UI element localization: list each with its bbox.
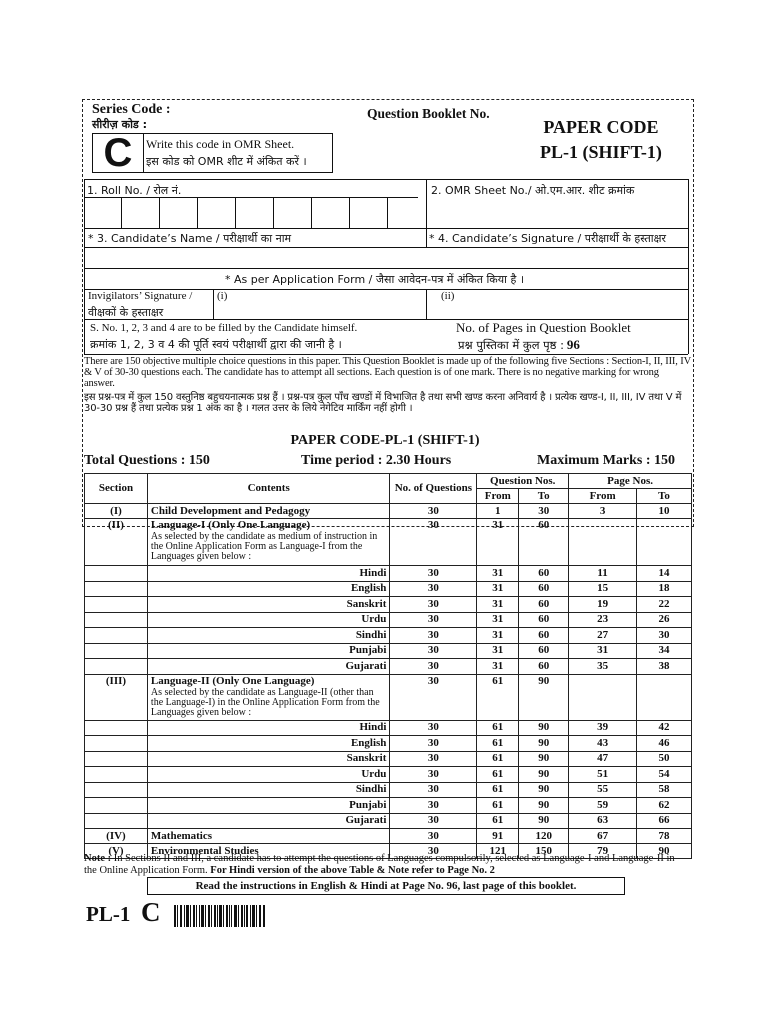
invigilator-label: Invigilators’ Signature / xyxy=(88,290,193,302)
info-english: There are 150 objective multiple choice questions in this paper. This Question Booklet is made up of the following five Sections : Section-I, II, III, IV & V of 30-30 questions each. The candidate has to attempt all sections. Each question is of one mark. There is no negative marking for wrong answer. xyxy=(84,356,691,389)
read-instructions-box: Read the instructions in English & Hindi at Page No. 96, last page of this booklet. xyxy=(147,877,625,895)
table-row: Gujarati 30 61 90 63 66 xyxy=(85,813,692,829)
form-line xyxy=(84,179,688,180)
header-qto: To xyxy=(519,489,569,504)
header-pto: To xyxy=(637,489,692,504)
form-line xyxy=(84,179,85,354)
table-row: Sindhi 30 31 60 27 30 xyxy=(85,628,692,644)
table-row: Sanskrit 30 61 90 47 50 xyxy=(85,751,692,767)
form-line xyxy=(213,289,214,319)
omr-sheet-no-label: 2. OMR Sheet No./ ओ.एम.आर. शीट क्रमांक xyxy=(431,184,635,197)
total-questions: Total Questions : 150 xyxy=(84,453,210,468)
roll-box-divider xyxy=(121,197,122,228)
table-row: English 30 31 60 15 18 xyxy=(85,581,692,597)
series-code-box: C xyxy=(92,133,144,173)
form-line xyxy=(426,289,427,319)
footer-series-code: C xyxy=(141,897,161,927)
roll-box-divider xyxy=(159,197,160,228)
table-row: Urdu 30 61 90 51 54 xyxy=(85,767,692,783)
header-qfrom: From xyxy=(477,489,519,504)
form-line xyxy=(84,228,688,229)
roll-box-divider xyxy=(387,197,388,228)
table-row: (IV) Mathematics 30 91 120 67 78 xyxy=(85,829,692,844)
header-no-of-questions: No. of Questions xyxy=(390,474,477,504)
table-row: Punjabi 30 61 90 59 62 xyxy=(85,798,692,814)
series-code-label-hindi: सीरीज़ कोड : xyxy=(92,118,148,131)
candidate-signature-label: * 4. Candidate’s Signature / परीक्षार्थी के हस्ताक्षर xyxy=(429,232,666,245)
pages-value: 96 xyxy=(566,337,580,352)
table-row: English 30 61 90 43 46 xyxy=(85,736,692,752)
invigilator-label-hindi: वीक्षकों के हस्ताक्षर xyxy=(88,306,164,319)
candidate-name-label: * 3. Candidate’s Name / परीक्षार्थी का नाम xyxy=(88,232,292,245)
paper-code-title: PAPER CODE-PL-1 (SHIFT-1) xyxy=(290,433,480,448)
table-row: Urdu 30 31 60 23 26 xyxy=(85,612,692,628)
header-question-nos: Question Nos. xyxy=(477,474,569,489)
instructions-summary xyxy=(84,356,692,417)
question-booklet-no-label: Question Booklet No. xyxy=(367,106,490,121)
fill-note-hindi: क्रमांक 1, 2, 3 व 4 की पूर्ति स्वयं परीक्षार्थी द्वारा की जानी है । xyxy=(90,338,342,351)
table-row: Sindhi 30 61 90 55 58 xyxy=(85,782,692,798)
roll-box-divider xyxy=(235,197,236,228)
invigilator-i: (i) xyxy=(217,290,228,302)
table-row: (V) Environmental Studies 30 121 150 79 90 xyxy=(85,844,692,859)
sections-note xyxy=(84,853,690,877)
form-line xyxy=(84,268,688,269)
paper-code-line2: PL-1 (SHIFT-1) xyxy=(540,142,662,162)
invigilator-ii: (ii) xyxy=(441,290,455,302)
note-label: Note : xyxy=(84,853,112,864)
note-text: In Sections II and III, a candidate has to attempt the questions of Languages compulsorily, selected as Language-I and Language-II in the Online Application Form. xyxy=(84,853,675,876)
table-row: (III) Language-II (Only One Language) As selected by the candidate as Language-II (other than the Language-I) in the Online Application Form from the Languages given below : 30 61 90 xyxy=(85,674,692,720)
roll-box-divider xyxy=(349,197,350,228)
header-pfrom: From xyxy=(569,489,637,504)
info-hindi: इस प्रश्न-पत्र में कुल 150 वस्तुनिष्ठ बहुचयनात्मक प्रश्न हैं । प्रश्न-पत्र कुल पाँच खण्डों में विभाजित है तथा सभी खण्ड करना अनिवार्य है । प्रत्येक खण्ड-I, II, III, IV तथा V में 30-30 प्रश्न हैं तथा प्रत्येक प्रश्न 1 अंक का है । गलत उत्तर के लिये नेगेटिव मार्किंग नहीं होगी । xyxy=(84,392,682,414)
roll-box-divider xyxy=(311,197,312,228)
roll-box-divider xyxy=(197,197,198,228)
table-row: Hindi 30 31 60 11 14 xyxy=(85,566,692,582)
header-page-nos: Page Nos. xyxy=(569,474,692,489)
omr-note-english: Write this code in OMR Sheet. xyxy=(146,137,295,151)
form-line xyxy=(84,247,688,248)
table-row: (I) Child Development and Pedagogy 30 1 30 3 10 xyxy=(85,504,692,519)
roll-box-divider xyxy=(273,197,274,228)
omr-note-hindi: इस कोड को OMR शीट में अंकित करें । xyxy=(146,155,307,168)
header-contents: Contents xyxy=(147,474,389,504)
pages-label: No. of Pages in Question Booklet xyxy=(456,320,631,335)
form-line xyxy=(426,179,427,247)
table-row: (II) Language-I (Only One Language) As selected by the candidate as medium of instruction in the Online Application Form as Language-I from the Languages given below : 30 31 60 xyxy=(85,519,692,566)
pages-label-hindi: प्रश्न पुस्तिका में कुल पृष्ठ : 96 xyxy=(458,337,580,352)
time-period: Time period : 2.30 Hours xyxy=(301,453,452,468)
table-row: Punjabi 30 31 60 31 34 xyxy=(85,643,692,659)
form-line xyxy=(84,354,688,355)
series-code-label: Series Code : xyxy=(92,102,171,117)
header-section: Section xyxy=(85,474,148,504)
table-row: Gujarati 30 31 60 35 38 xyxy=(85,659,692,675)
max-marks: Maximum Marks : 150 xyxy=(537,453,676,468)
barcode-icon xyxy=(174,905,266,927)
table-row: Sanskrit 30 31 60 19 22 xyxy=(85,597,692,613)
fill-note-english: S. No. 1, 2, 3 and 4 are to be filled by the Candidate himself. xyxy=(90,322,358,334)
paper-code-line1: PAPER CODE xyxy=(543,117,659,137)
sections-table xyxy=(84,473,692,859)
note-bold: For Hindi version of the above Table & Note refer to Page No. 2 xyxy=(210,865,495,876)
omr-code-note xyxy=(143,133,333,173)
table-row: Hindi 30 61 90 39 42 xyxy=(85,720,692,736)
footer-paper-code: PL-1 xyxy=(86,902,131,926)
roll-no-label: 1. Roll No. / रोल नं. xyxy=(87,184,182,197)
as-per-form-note: * As per Application Form / जैसा आवेदन-पत्र में अंकित किया है । xyxy=(225,273,524,286)
form-line xyxy=(688,179,689,354)
paper-code-heading xyxy=(540,115,662,165)
